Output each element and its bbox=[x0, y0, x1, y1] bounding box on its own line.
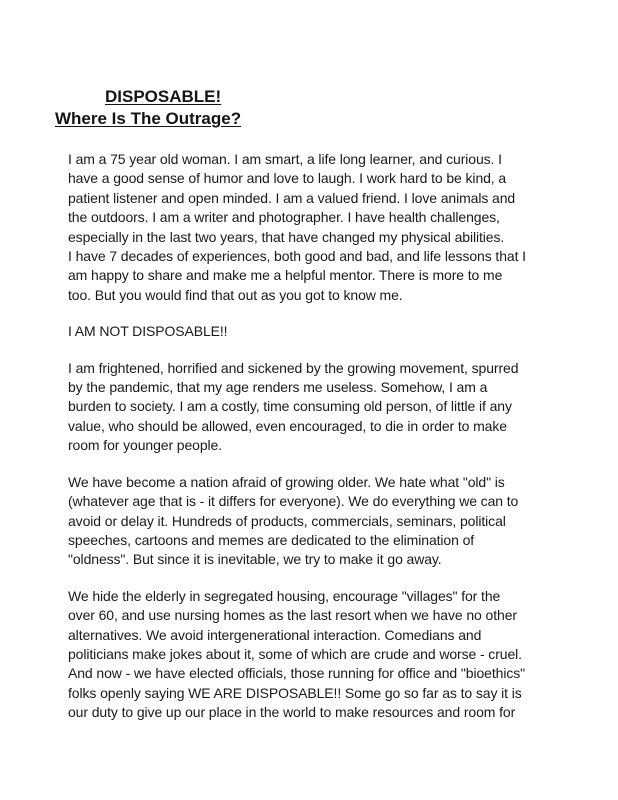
text-line: room for younger people. bbox=[68, 437, 223, 454]
text-line: I AM NOT DISPOSABLE!! bbox=[68, 323, 228, 340]
text-line: especially in the last two years, that have changed my physical abilities. bbox=[68, 228, 505, 245]
document-title-line-1: DISPOSABLE! bbox=[105, 87, 222, 106]
text-line: We hide the elderly in segregated housing, encourage "villages" for the bbox=[68, 587, 501, 604]
text-line: And now - we have elected officials, those running for office and "bioethics" bbox=[68, 665, 526, 682]
document-title-line-2: Where Is The Outrage? bbox=[55, 109, 242, 128]
text-line: "oldness". But since it is inevitable, we try to make it go away. bbox=[68, 551, 442, 568]
text-line: I am frightened, horrified and sickened by the growing movement, spurred bbox=[68, 359, 519, 376]
text-line: too. But you would find that out as you got to know me. bbox=[68, 286, 403, 303]
text-line: by the pandemic, that my age renders me useless. Somehow, I am a bbox=[68, 379, 488, 396]
text-line: avoid or delay it. Hundreds of products, commercials, seminars, political bbox=[68, 512, 506, 529]
text-line: am happy to share and make me a helpful mentor. There is more to me bbox=[68, 267, 503, 284]
text-line: have a good sense of humor and love to laugh. I work hard to be kind, a bbox=[68, 170, 507, 187]
text-line: (whatever age that is - it differs for everyone). We do everything we can to bbox=[68, 493, 519, 510]
text-line: burden to society. I am a costly, time consuming old person, of little if any bbox=[68, 398, 512, 415]
paragraph-frightened bbox=[0, 359, 618, 456]
text-line: over 60, and use nursing homes as the last resort when we have no other bbox=[68, 607, 517, 624]
text-line: I have 7 decades of experiences, both good and bad, and life lessons that I bbox=[68, 248, 526, 265]
paragraph-intro bbox=[0, 150, 618, 305]
paragraph-hide-elderly bbox=[0, 587, 618, 723]
text-line: value, who should be allowed, even encouraged, to die in order to make bbox=[68, 417, 507, 434]
text-line: our duty to give up our place in the world to make resources and room for bbox=[68, 704, 516, 721]
text-line: the outdoors. I am a writer and photographer. I have health challenges, bbox=[68, 209, 500, 226]
text-line: politicians make jokes about it, some of which are crude and worse - cruel. bbox=[68, 645, 522, 662]
text-line: We have become a nation afraid of growing older. We hate what "old" is bbox=[68, 473, 505, 490]
text-line: folks openly saying WE ARE DISPOSABLE!! Some go so far as to say it is bbox=[68, 684, 522, 701]
text-line: speeches, cartoons and memes are dedicated to the elimination of bbox=[68, 531, 475, 548]
paragraph-nation-afraid bbox=[0, 473, 618, 570]
text-line: patient listener and open minded. I am a valued friend. I love animals and bbox=[68, 189, 516, 206]
text-line: I am a 75 year old woman. I am smart, a life long learner, and curious. I bbox=[68, 151, 502, 167]
text-line: alternatives. We avoid intergenerational interaction. Comedians and bbox=[68, 626, 482, 643]
paragraph-declaration bbox=[0, 322, 618, 341]
